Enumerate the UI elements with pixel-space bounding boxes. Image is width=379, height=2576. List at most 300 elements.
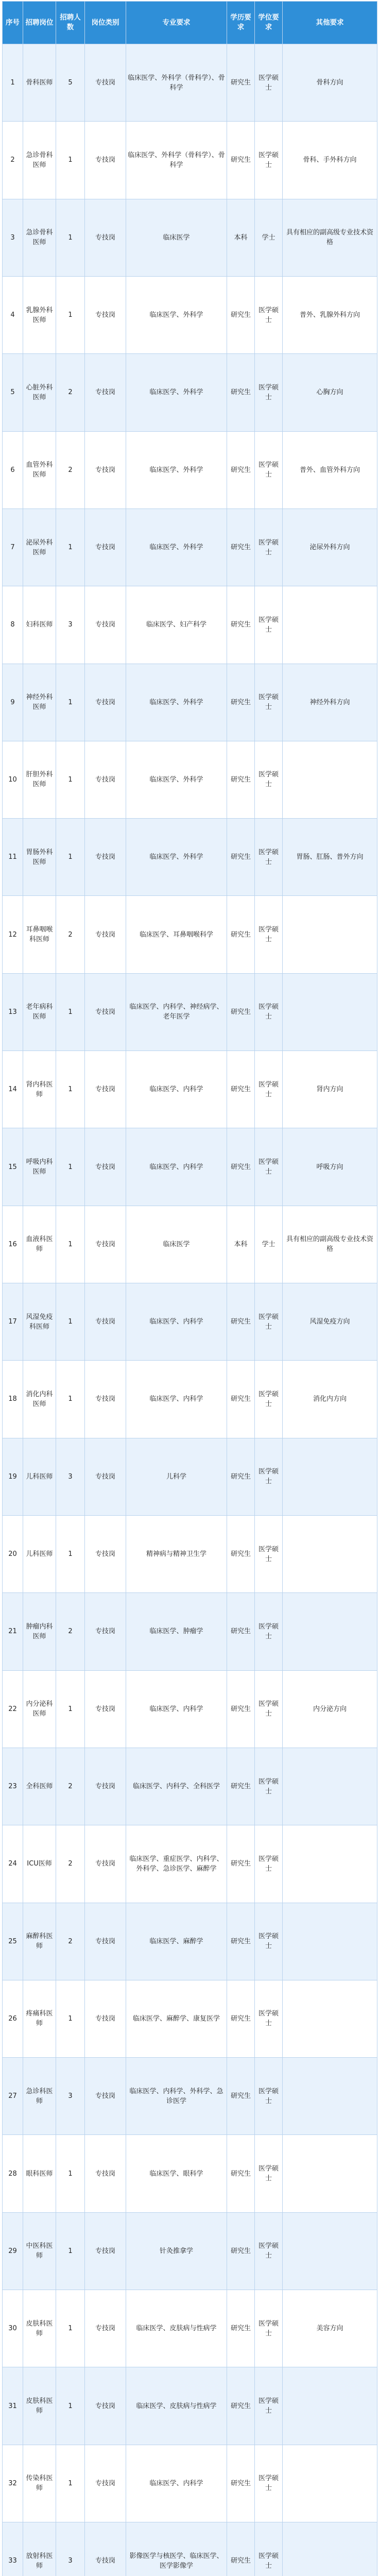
cell-count: 1 — [56, 2445, 85, 2522]
cell-category: 专技岗 — [85, 431, 126, 509]
table-row — [3, 1670, 377, 1748]
cell-category: 专技岗 — [85, 122, 126, 199]
cell-degree: 医学硕士 — [255, 354, 283, 431]
cell-category: 专技岗 — [85, 1206, 126, 1283]
header-major: 专业要求 — [126, 2, 227, 44]
cell-post: 全科医师 — [23, 1748, 56, 1825]
cell-no: 32 — [3, 2445, 23, 2522]
cell-other — [283, 586, 377, 664]
cell-degree: 医学硕士 — [255, 973, 283, 1050]
cell-post: 疼痛科医师 — [23, 1980, 56, 2057]
cell-education: 研究生 — [227, 1515, 255, 1592]
cell-no: 19 — [3, 1438, 23, 1515]
cell-degree: 医学硕士 — [255, 1748, 283, 1825]
cell-education: 研究生 — [227, 1825, 255, 1903]
cell-category: 专技岗 — [85, 741, 126, 818]
cell-other — [283, 2522, 377, 2576]
cell-no: 33 — [3, 2522, 23, 2576]
cell-major: 临床医学、内科学 — [126, 1128, 227, 1206]
cell-category: 专技岗 — [85, 276, 126, 353]
cell-count: 3 — [56, 586, 85, 664]
cell-post: ICU医师 — [23, 1825, 56, 1903]
cell-education: 研究生 — [227, 1748, 255, 1825]
cell-education: 研究生 — [227, 44, 255, 122]
table-row — [3, 1748, 377, 1825]
cell-major: 临床医学、皮肤病与性病学 — [126, 2367, 227, 2445]
cell-count: 1 — [56, 199, 85, 276]
recruitment-table — [2, 1, 377, 2576]
cell-degree: 医学硕士 — [255, 509, 283, 586]
cell-degree: 学士 — [255, 199, 283, 276]
cell-no: 12 — [3, 896, 23, 973]
cell-major: 临床医学、外科学（骨科学）、骨科学 — [126, 44, 227, 122]
cell-count: 3 — [56, 2522, 85, 2576]
cell-post: 耳鼻咽喉科医师 — [23, 896, 56, 973]
cell-education: 研究生 — [227, 431, 255, 509]
cell-degree: 医学硕士 — [255, 1283, 283, 1361]
cell-no: 8 — [3, 586, 23, 664]
table-row — [3, 896, 377, 973]
cell-major: 临床医学、外科学（骨科学）、骨科学 — [126, 122, 227, 199]
cell-degree: 医学硕士 — [255, 2058, 283, 2135]
cell-post: 肾内科医师 — [23, 1051, 56, 1128]
cell-other: 消化内方向 — [283, 1361, 377, 1438]
cell-education: 本科 — [227, 1206, 255, 1283]
cell-education: 研究生 — [227, 1903, 255, 1980]
cell-post: 消化内科医师 — [23, 1361, 56, 1438]
table-row — [3, 1051, 377, 1128]
cell-degree: 医学硕士 — [255, 1903, 283, 1980]
cell-count: 1 — [56, 2212, 85, 2290]
cell-no: 18 — [3, 1361, 23, 1438]
table-row — [3, 509, 377, 586]
cell-education: 研究生 — [227, 2290, 255, 2367]
header-category: 岗位类别 — [85, 2, 126, 44]
header-other: 其他要求 — [283, 2, 377, 44]
cell-count: 1 — [56, 741, 85, 818]
cell-major: 临床医学、妇产科学 — [126, 586, 227, 664]
table-row — [3, 44, 377, 122]
cell-degree: 医学硕士 — [255, 1593, 283, 1670]
cell-education: 本科 — [227, 199, 255, 276]
cell-count: 1 — [56, 1128, 85, 1206]
cell-no: 11 — [3, 819, 23, 896]
cell-no: 23 — [3, 1748, 23, 1825]
cell-education: 研究生 — [227, 2058, 255, 2135]
cell-post: 急诊骨科医师 — [23, 122, 56, 199]
cell-count: 2 — [56, 896, 85, 973]
cell-post: 胃肠外科医师 — [23, 819, 56, 896]
cell-count: 2 — [56, 1903, 85, 1980]
table-row — [3, 276, 377, 353]
cell-no: 31 — [3, 2367, 23, 2445]
cell-post: 血液科医师 — [23, 1206, 56, 1283]
cell-category: 专技岗 — [85, 2522, 126, 2576]
cell-other — [283, 741, 377, 818]
cell-category: 专技岗 — [85, 1051, 126, 1128]
cell-category: 专技岗 — [85, 2445, 126, 2522]
cell-major: 临床医学、外科学 — [126, 509, 227, 586]
cell-no: 25 — [3, 1903, 23, 1980]
table-row — [3, 431, 377, 509]
table-row — [3, 2135, 377, 2212]
cell-category: 专技岗 — [85, 2290, 126, 2367]
cell-education: 研究生 — [227, 2367, 255, 2445]
table-row — [3, 354, 377, 431]
cell-category: 专技岗 — [85, 199, 126, 276]
cell-count: 1 — [56, 1361, 85, 1438]
cell-post: 骨科医师 — [23, 44, 56, 122]
cell-category: 专技岗 — [85, 2212, 126, 2290]
table-row — [3, 2522, 377, 2576]
table-row — [3, 1593, 377, 1670]
table-row — [3, 664, 377, 741]
cell-category: 专技岗 — [85, 664, 126, 741]
table-body — [3, 44, 377, 2576]
cell-no: 6 — [3, 431, 23, 509]
cell-major: 临床医学、麻醉学 — [126, 1903, 227, 1980]
cell-count: 1 — [56, 2367, 85, 2445]
cell-no: 26 — [3, 1980, 23, 2057]
cell-no: 3 — [3, 199, 23, 276]
cell-other — [283, 1980, 377, 2057]
cell-degree: 医学硕士 — [255, 2522, 283, 2576]
cell-count: 1 — [56, 509, 85, 586]
cell-post: 风湿免疫科医师 — [23, 1283, 56, 1361]
cell-education: 研究生 — [227, 741, 255, 818]
cell-no: 17 — [3, 1283, 23, 1361]
cell-no: 4 — [3, 276, 23, 353]
cell-no: 5 — [3, 354, 23, 431]
cell-degree: 医学硕士 — [255, 2445, 283, 2522]
cell-count: 3 — [56, 1438, 85, 1515]
cell-education: 研究生 — [227, 896, 255, 973]
table-row — [3, 1361, 377, 1438]
cell-major: 临床医学、外科学 — [126, 741, 227, 818]
cell-other — [283, 2135, 377, 2212]
cell-degree: 医学硕士 — [255, 1515, 283, 1592]
cell-no: 24 — [3, 1825, 23, 1903]
cell-major: 临床医学、麻醉学、康复医学 — [126, 1980, 227, 2057]
cell-count: 2 — [56, 1825, 85, 1903]
cell-major: 临床医学、外科学 — [126, 354, 227, 431]
cell-category: 专技岗 — [85, 1670, 126, 1748]
cell-education: 研究生 — [227, 2135, 255, 2212]
table-row — [3, 1128, 377, 1206]
cell-education: 研究生 — [227, 122, 255, 199]
cell-other: 神经外科方向 — [283, 664, 377, 741]
cell-degree: 医学硕士 — [255, 664, 283, 741]
cell-category: 专技岗 — [85, 2058, 126, 2135]
cell-other: 内分泌方向 — [283, 1670, 377, 1748]
cell-other: 胃肠、肛肠、普外方向 — [283, 819, 377, 896]
cell-category: 专技岗 — [85, 1748, 126, 1825]
cell-post: 儿科医师 — [23, 1515, 56, 1592]
cell-degree: 医学硕士 — [255, 1361, 283, 1438]
cell-other — [283, 896, 377, 973]
cell-major: 临床医学、内科学 — [126, 1283, 227, 1361]
cell-other — [283, 2212, 377, 2290]
cell-no: 30 — [3, 2290, 23, 2367]
table-row — [3, 1515, 377, 1592]
table-row — [3, 1903, 377, 1980]
table-row — [3, 1825, 377, 1903]
cell-education: 研究生 — [227, 354, 255, 431]
cell-degree: 医学硕士 — [255, 1670, 283, 1748]
table-row — [3, 122, 377, 199]
cell-category: 专技岗 — [85, 819, 126, 896]
cell-education: 研究生 — [227, 1670, 255, 1748]
cell-post: 放射科医师 — [23, 2522, 56, 2576]
cell-other — [283, 1593, 377, 1670]
cell-other: 美容方向 — [283, 2290, 377, 2367]
cell-other: 具有相应的副高级专业技术资格 — [283, 199, 377, 276]
cell-education: 研究生 — [227, 1283, 255, 1361]
cell-post: 泌尿外科医师 — [23, 509, 56, 586]
cell-degree: 医学硕士 — [255, 2212, 283, 2290]
cell-category: 专技岗 — [85, 1438, 126, 1515]
cell-other — [283, 973, 377, 1050]
table-row — [3, 1283, 377, 1361]
cell-count: 1 — [56, 122, 85, 199]
cell-education: 研究生 — [227, 1051, 255, 1128]
cell-post: 中医科医师 — [23, 2212, 56, 2290]
cell-degree: 医学硕士 — [255, 431, 283, 509]
header-post: 招聘岗位 — [23, 2, 56, 44]
cell-post: 传染科医师 — [23, 2445, 56, 2522]
cell-other — [283, 2367, 377, 2445]
cell-degree: 医学硕士 — [255, 1128, 283, 1206]
header-no: 序号 — [3, 2, 23, 44]
cell-count: 1 — [56, 1980, 85, 2057]
table-row — [3, 1438, 377, 1515]
cell-major: 临床医学、内科学 — [126, 1051, 227, 1128]
cell-no: 14 — [3, 1051, 23, 1128]
cell-degree: 医学硕士 — [255, 2135, 283, 2212]
cell-category: 专技岗 — [85, 1515, 126, 1592]
cell-category: 专技岗 — [85, 1825, 126, 1903]
cell-major: 临床医学、内科学、全科医学 — [126, 1748, 227, 1825]
cell-post: 乳腺外科医师 — [23, 276, 56, 353]
cell-category: 专技岗 — [85, 586, 126, 664]
cell-no: 2 — [3, 122, 23, 199]
cell-post: 麻醉科医师 — [23, 1903, 56, 1980]
table-row — [3, 973, 377, 1050]
cell-other: 具有相应的副高级专业技术资格 — [283, 1206, 377, 1283]
cell-education: 研究生 — [227, 1128, 255, 1206]
cell-no: 22 — [3, 1670, 23, 1748]
header-education: 学历要求 — [227, 2, 255, 44]
cell-degree: 医学硕士 — [255, 896, 283, 973]
cell-education: 研究生 — [227, 819, 255, 896]
cell-major: 临床医学、内科学、外科学、急诊医学 — [126, 2058, 227, 2135]
cell-no: 28 — [3, 2135, 23, 2212]
cell-no: 16 — [3, 1206, 23, 1283]
cell-other: 风湿免疫方向 — [283, 1283, 377, 1361]
cell-category: 专技岗 — [85, 896, 126, 973]
cell-education: 研究生 — [227, 1980, 255, 2057]
cell-major: 临床医学、外科学 — [126, 819, 227, 896]
cell-degree: 医学硕士 — [255, 741, 283, 818]
table-row — [3, 2290, 377, 2367]
cell-category: 专技岗 — [85, 1980, 126, 2057]
table-row — [3, 586, 377, 664]
cell-degree: 医学硕士 — [255, 1438, 283, 1515]
cell-education: 研究生 — [227, 509, 255, 586]
table-row — [3, 2445, 377, 2522]
cell-education: 研究生 — [227, 973, 255, 1050]
cell-category: 专技岗 — [85, 2367, 126, 2445]
cell-other: 呼吸方向 — [283, 1128, 377, 1206]
cell-degree: 医学硕士 — [255, 586, 283, 664]
cell-education: 研究生 — [227, 664, 255, 741]
cell-major: 临床医学、内科学 — [126, 1361, 227, 1438]
cell-count: 1 — [56, 1515, 85, 1592]
table-header-row — [3, 2, 377, 44]
cell-major: 儿科学 — [126, 1438, 227, 1515]
cell-category: 专技岗 — [85, 1903, 126, 1980]
cell-category: 专技岗 — [85, 509, 126, 586]
cell-post: 血管外科医师 — [23, 431, 56, 509]
cell-other: 泌尿外科方向 — [283, 509, 377, 586]
cell-post: 妇科医师 — [23, 586, 56, 664]
cell-post: 老年病科医师 — [23, 973, 56, 1050]
cell-education: 研究生 — [227, 1438, 255, 1515]
cell-major: 针灸推拿学 — [126, 2212, 227, 2290]
cell-major: 临床医学 — [126, 199, 227, 276]
cell-education: 研究生 — [227, 2522, 255, 2576]
cell-no: 29 — [3, 2212, 23, 2290]
cell-category: 专技岗 — [85, 2135, 126, 2212]
cell-no: 13 — [3, 973, 23, 1050]
cell-other: 普外、乳腺外科方向 — [283, 276, 377, 353]
cell-major: 临床医学、重症医学、内科学、外科学、急诊医学、麻醉学 — [126, 1825, 227, 1903]
cell-major: 临床医学、皮肤病与性病学 — [126, 2290, 227, 2367]
table-row — [3, 2058, 377, 2135]
cell-other — [283, 1748, 377, 1825]
cell-count: 1 — [56, 2135, 85, 2212]
cell-education: 研究生 — [227, 1361, 255, 1438]
cell-category: 专技岗 — [85, 973, 126, 1050]
cell-count: 1 — [56, 973, 85, 1050]
table-row — [3, 819, 377, 896]
cell-no: 1 — [3, 44, 23, 122]
cell-no: 10 — [3, 741, 23, 818]
cell-post: 神经外科医师 — [23, 664, 56, 741]
cell-major: 临床医学、内科学、神经病学、老年医学 — [126, 973, 227, 1050]
cell-major: 临床医学、肿瘤学 — [126, 1593, 227, 1670]
cell-other: 心胸方向 — [283, 354, 377, 431]
cell-other — [283, 1438, 377, 1515]
cell-other: 普外、血管外科方向 — [283, 431, 377, 509]
table-row — [3, 1980, 377, 2057]
cell-post: 儿科医师 — [23, 1438, 56, 1515]
cell-major: 精神病与精神卫生学 — [126, 1515, 227, 1592]
table-row — [3, 199, 377, 276]
cell-count: 5 — [56, 44, 85, 122]
cell-count: 1 — [56, 664, 85, 741]
cell-degree: 医学硕士 — [255, 2367, 283, 2445]
table-row — [3, 741, 377, 818]
cell-major: 临床医学、内科学 — [126, 2445, 227, 2522]
cell-education: 研究生 — [227, 586, 255, 664]
cell-other — [283, 2445, 377, 2522]
cell-major: 临床医学、眼科学 — [126, 2135, 227, 2212]
cell-education: 研究生 — [227, 2212, 255, 2290]
cell-post: 眼科医师 — [23, 2135, 56, 2212]
cell-count: 1 — [56, 1283, 85, 1361]
cell-category: 专技岗 — [85, 1283, 126, 1361]
cell-education: 研究生 — [227, 2445, 255, 2522]
cell-count: 1 — [56, 276, 85, 353]
cell-post: 心脏外科医师 — [23, 354, 56, 431]
cell-degree: 医学硕士 — [255, 1051, 283, 1128]
cell-other — [283, 1825, 377, 1903]
cell-post: 急诊科医师 — [23, 2058, 56, 2135]
cell-category: 专技岗 — [85, 44, 126, 122]
cell-count: 1 — [56, 2290, 85, 2367]
cell-degree: 医学硕士 — [255, 122, 283, 199]
cell-degree: 医学硕士 — [255, 819, 283, 896]
cell-post: 呼吸内科医师 — [23, 1128, 56, 1206]
cell-count: 2 — [56, 354, 85, 431]
cell-degree: 医学硕士 — [255, 44, 283, 122]
cell-no: 9 — [3, 664, 23, 741]
cell-education: 研究生 — [227, 276, 255, 353]
cell-no: 21 — [3, 1593, 23, 1670]
cell-other — [283, 2058, 377, 2135]
cell-education: 研究生 — [227, 1593, 255, 1670]
cell-post: 肿瘤内科医师 — [23, 1593, 56, 1670]
table-row — [3, 2212, 377, 2290]
cell-other: 肾内方向 — [283, 1051, 377, 1128]
cell-count: 1 — [56, 1051, 85, 1128]
cell-degree: 医学硕士 — [255, 1825, 283, 1903]
cell-major: 临床医学、外科学 — [126, 664, 227, 741]
cell-degree: 医学硕士 — [255, 1980, 283, 2057]
cell-major: 临床医学 — [126, 1206, 227, 1283]
cell-post: 内分泌科医师 — [23, 1670, 56, 1748]
cell-no: 20 — [3, 1515, 23, 1592]
cell-category: 专技岗 — [85, 1593, 126, 1670]
cell-no: 27 — [3, 2058, 23, 2135]
header-degree: 学位要求 — [255, 2, 283, 44]
cell-count: 1 — [56, 1670, 85, 1748]
cell-other — [283, 1903, 377, 1980]
cell-category: 专技岗 — [85, 354, 126, 431]
cell-category: 专技岗 — [85, 1128, 126, 1206]
table-row — [3, 2367, 377, 2445]
cell-degree: 医学硕士 — [255, 2290, 283, 2367]
cell-post: 肝胆外科医师 — [23, 741, 56, 818]
cell-no: 7 — [3, 509, 23, 586]
cell-major: 临床医学、内科学 — [126, 1670, 227, 1748]
cell-major: 临床医学、外科学 — [126, 431, 227, 509]
cell-count: 2 — [56, 431, 85, 509]
cell-major: 影像医学与核医学、临床医学、医学影像学 — [126, 2522, 227, 2576]
cell-count: 2 — [56, 1593, 85, 1670]
cell-degree: 学士 — [255, 1206, 283, 1283]
cell-other — [283, 1515, 377, 1592]
cell-other: 骨科、手外科方向 — [283, 122, 377, 199]
cell-major: 临床医学、外科学 — [126, 276, 227, 353]
cell-other: 骨科方向 — [283, 44, 377, 122]
header-count: 招聘人数 — [56, 2, 85, 44]
cell-post: 皮肤科医师 — [23, 2367, 56, 2445]
cell-count: 2 — [56, 1748, 85, 1825]
cell-post: 急诊骨科医师 — [23, 199, 56, 276]
table-row — [3, 1206, 377, 1283]
